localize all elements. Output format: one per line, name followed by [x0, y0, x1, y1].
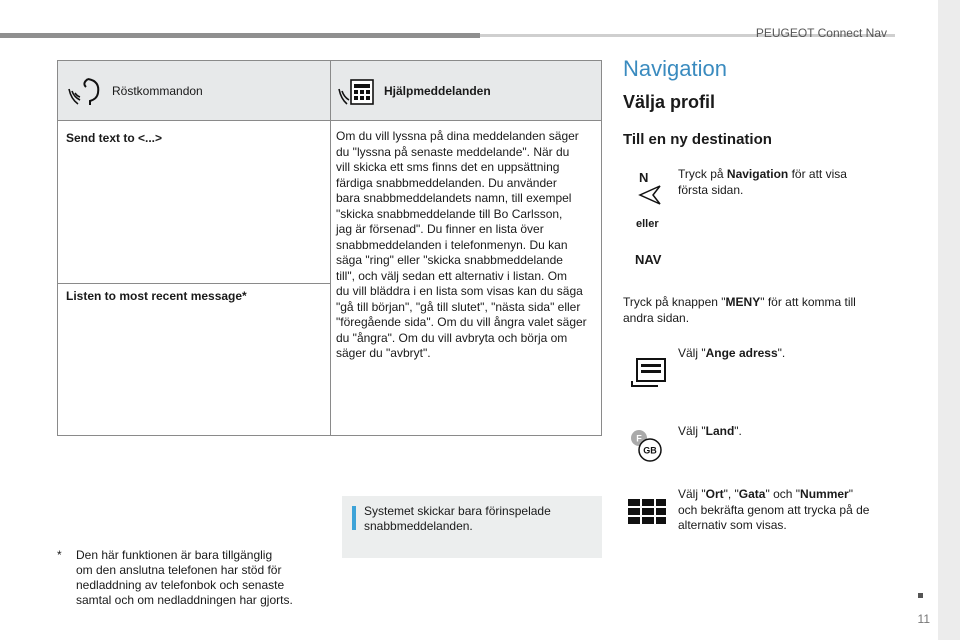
heading-choose-profile: Välja profil — [623, 92, 716, 112]
or-label: eller — [636, 218, 659, 230]
command-send-text: Send text to <...> — [66, 131, 163, 145]
row-divider — [58, 283, 330, 284]
heading-new-destination: Till en ny destination — [623, 131, 772, 148]
section-title: Navigation — [623, 56, 727, 81]
command-listen-message: Listen to most recent message* — [66, 289, 247, 303]
navigation-arrow-icon — [638, 184, 662, 206]
help-message-icon — [336, 73, 376, 109]
voice-command-icon — [68, 73, 104, 109]
country-flag-icon — [626, 428, 666, 464]
page-number: 11 — [917, 612, 930, 626]
step-4-text: Välj "Land". — [678, 424, 742, 438]
top-bar — [0, 33, 480, 38]
footnote-text: Den här funktionen är bara tillgänglig om den anslutna telefonen har stöd för nedladdning av telefonbok och senaste samtal och om nedladdningen har gjorts. — [76, 548, 293, 607]
side-strip — [938, 0, 960, 640]
step-5-text: Välj "Ort", "Gata" och "Nummer" och bekräfta genom att trycka på de alternativ som visas. — [678, 487, 870, 532]
step-3-text: Välj "Ange adress". — [678, 346, 786, 360]
voice-command-table — [57, 60, 602, 436]
flag-top-label: F — [636, 433, 642, 444]
info-box — [342, 496, 602, 558]
col1-header: Röstkommandon — [112, 84, 203, 98]
n-button-label: N — [639, 170, 649, 185]
step-2-text: Tryck på knappen "MENY" för att komma till andra sidan. — [623, 295, 856, 325]
step-1-text: Tryck på Navigation för att visa första sidan. — [678, 167, 847, 197]
info-text: Systemet skickar bara förinspelade snabbmeddelanden. — [364, 504, 551, 533]
help-description: Om du vill lyssna på dina meddelanden säger du "lyssna på senaste meddelande". När du vill skicka ett sms finns det en uppsättning färdiga snabbmeddelanden. Du använder bara snabbmeddelandets namn, till exempel "skicka snabbmeddelande till Bo Carlsson, jag är försenad". Du finner en lista över snabbmeddelanden i telefonmenyn. Du kan säga "ring" eller "skicka snabbmeddelande till", och välj sedan ett alternativ i listan. Om du vill bläddra i en lista som visas kan du säga "gå till början", "gå till slutet", "nästa sida" eller "föregående sida". Om du vill ångra valet säger du "ångra". Om du vill avbryta och börja om säger du "avbryt". — [336, 129, 587, 360]
info-icon — [352, 506, 356, 530]
flag-bottom-label: GB — [643, 445, 657, 456]
column-divider — [330, 61, 331, 435]
enter-address-icon — [628, 355, 668, 389]
page-header: PEUGEOT Connect Nav — [755, 26, 887, 40]
header-help-messages — [336, 61, 596, 121]
nav-button-label: NAV — [635, 252, 662, 267]
keypad-grid-icon — [626, 497, 668, 527]
footnote-marker: * — [57, 548, 62, 562]
page-marker — [918, 593, 923, 598]
header-voice-commands — [68, 61, 328, 121]
col2-header: Hjälpmeddelanden — [384, 84, 491, 98]
